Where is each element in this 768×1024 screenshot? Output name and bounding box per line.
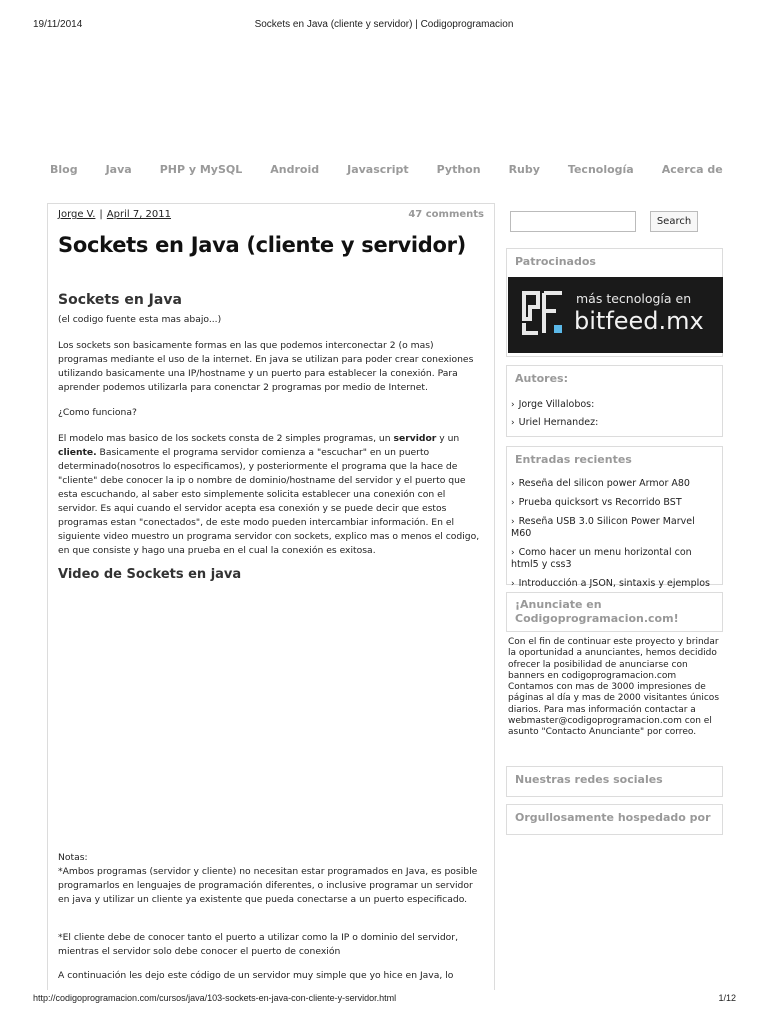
chevron-right-icon: › — [511, 418, 515, 428]
main-nav — [50, 163, 751, 179]
search-button[interactable]: Search — [650, 211, 698, 232]
nav-item-acerca-de[interactable]: Acerca de — [661, 163, 723, 176]
chevron-right-icon: › — [511, 498, 515, 508]
hosting-title: Orgullosamente hospedado por — [515, 811, 711, 824]
how-it-works-paragraph — [58, 432, 486, 558]
social-title: Nuestras redes sociales — [515, 773, 663, 786]
hosting-widget — [506, 804, 723, 835]
section-heading-sockets: Sockets en Java — [58, 292, 182, 308]
print-footer — [0, 993, 768, 1007]
chevron-right-icon: › — [511, 479, 515, 489]
nav-item-tecnologia[interactable]: Tecnología — [567, 163, 634, 176]
bitfeed-banner[interactable] — [508, 277, 723, 353]
p2-cliente-bold: cliente. — [58, 447, 97, 458]
chevron-right-icon: › — [511, 517, 515, 527]
banner-brand: bitfeed.mx — [574, 307, 704, 335]
author-item[interactable] — [511, 417, 718, 429]
authors-widget — [506, 365, 723, 437]
intro-paragraph: Los sockets son basicamente formas en las que podemos interconectar 2 (o mas) programas mediante el uso de la internet. En java se utilizan para poder crear conexiones utilizando basicamente una IP/hostname y un puerto para establecer la conexión. Para aprender podemos utilizarla para conenctar 2 programas por medio de Internet. — [58, 340, 474, 393]
sponsored-widget — [506, 248, 723, 357]
meta-separator: | — [99, 209, 103, 220]
recent-post-item[interactable] — [511, 478, 718, 490]
recent-post-link[interactable]: Reseña USB 3.0 Silicon Power Marvel M60 — [511, 516, 695, 539]
recent-posts-list — [511, 478, 718, 590]
post-meta — [58, 209, 484, 223]
continuation-text: A continuación les dejo este código de un servidor muy simple que yo hice en Java, lo — [58, 970, 454, 981]
authors-title: Autores: — [515, 372, 568, 385]
recent-post-link[interactable]: Como hacer un menu horizontal con html5 y css3 — [511, 547, 692, 570]
nav-item-java[interactable]: Java — [105, 163, 132, 176]
search-input[interactable] — [510, 211, 636, 232]
print-header — [0, 19, 768, 33]
article-container — [47, 203, 495, 990]
search-form — [510, 209, 723, 233]
p2-text-c: Basicamente el programa servidor comienza a "escuchar" en un puerto determinado(nosotros lo especificamos), y posteriormente el programa que la hace de "cliente" debe conocer la ip o nombre de dominio/hostname del servidor y el puerto que esta escuchando, al saber esto simplemente solicita establecer una conexión con el servidor. Es aqui cuando el servidor acepta esa conexión y se puede decir que estos programas estan "conectados", de este modo pueden intercambiar información. En el siguiente video muestro un programa servidor con sockets, explico mas o menos el codigo, en que consiste y hago una prueba en el cual la conexión es exitosa. — [58, 447, 480, 556]
recent-title: Entradas recientes — [515, 453, 632, 466]
code-note: (el codigo fuente esta mas abajo...) — [58, 314, 222, 325]
p2-text-a: El modelo mas basico de los sockets consta de 2 simples programas, un — [58, 433, 394, 444]
recent-post-item[interactable] — [511, 578, 718, 590]
print-url: http://codigoprogramacion.com/cursos/java/103-sockets-en-java-con-cliente-y-servidor.html — [33, 993, 397, 1003]
recent-post-link[interactable]: Prueba quicksort vs Recorrido BST — [518, 497, 682, 508]
nav-item-blog[interactable]: Blog — [50, 163, 78, 176]
author-item[interactable] — [511, 399, 718, 411]
post-title: Sockets en Java (cliente y servidor) — [58, 233, 466, 257]
chevron-right-icon: › — [511, 579, 515, 589]
p2-servidor-bold: servidor — [393, 433, 437, 444]
question-text: ¿Como funciona? — [58, 407, 137, 418]
recent-posts-widget — [506, 446, 723, 589]
print-title: Sockets en Java (cliente y servidor) | Codigoprogramacion — [254, 19, 514, 30]
nav-item-android[interactable]: Android — [270, 163, 320, 176]
authors-list — [511, 399, 718, 429]
recent-post-link[interactable]: Introducción a JSON, sintaxis y ejemplos — [518, 578, 710, 589]
author-link[interactable]: Jorge V. — [58, 209, 96, 220]
social-widget — [506, 766, 723, 797]
banner-tagline: más tecnología en — [576, 291, 692, 306]
author-name: Uriel Hernandez: — [518, 417, 599, 428]
chevron-right-icon: › — [511, 548, 515, 558]
note-1: *Ambos programas (servidor y cliente) no necesitan estar programados en Java, es posible programarlos en lenguajes de programación diferentes, o inclusive programar un servidor en java y utilizar un cliente ya existente que pueda conectarse a un puerto especificado. — [58, 866, 478, 905]
section-heading-video: Video de Sockets en java — [58, 567, 242, 582]
notes-label: Notas: — [58, 852, 88, 863]
p2-text-b: y un — [436, 433, 460, 444]
note-2: *El cliente debe de conocer tanto el puerto a utilizar como la IP o dominio del servidor, mientras el servidor solo debe conocer el puerto de conexión — [58, 932, 458, 957]
nav-item-ruby[interactable]: Ruby — [508, 163, 540, 176]
bitfeed-logo-icon — [520, 289, 566, 337]
nav-item-php-mysql[interactable]: PHP y MySQL — [159, 163, 243, 176]
recent-post-item[interactable] — [511, 497, 718, 509]
recent-post-item[interactable] — [511, 547, 718, 571]
recent-post-link[interactable]: Reseña del silicon power Armor A80 — [518, 478, 690, 489]
date-link[interactable]: April 7, 2011 — [106, 209, 172, 220]
chevron-right-icon: › — [511, 400, 515, 410]
nav-item-javascript[interactable]: Javascript — [347, 163, 409, 176]
nav-item-python[interactable]: Python — [436, 163, 481, 176]
recent-post-item[interactable] — [511, 516, 718, 540]
author-name: Jorge Villalobos: — [518, 399, 595, 410]
advertise-title: ¡Anunciate en Codigoprogramacion.com! — [515, 598, 679, 625]
video-embed[interactable] — [58, 589, 486, 849]
print-page-number: 1/12 — [718, 993, 736, 1003]
comments-link[interactable]: 47 comments — [408, 209, 484, 220]
advertise-widget — [506, 592, 723, 632]
print-date: 19/11/2014 — [33, 19, 83, 30]
advertise-text: Con el fin de continuar este proyecto y brindar la oportunidad a anunciantes, hemos decidido ofrecer la posibilidad de anunciarse con banners en codigoprogramacion.com Contamos con mas de 3000 impresiones de páginas al día y mas de 2000 visitantes únicos diarios. Para mas información contactar a webmaster@codigoprogramacion.com con el asunto "Contacto Anunciante" por correo. — [508, 637, 720, 738]
sponsored-title: Patrocinados — [515, 255, 596, 268]
